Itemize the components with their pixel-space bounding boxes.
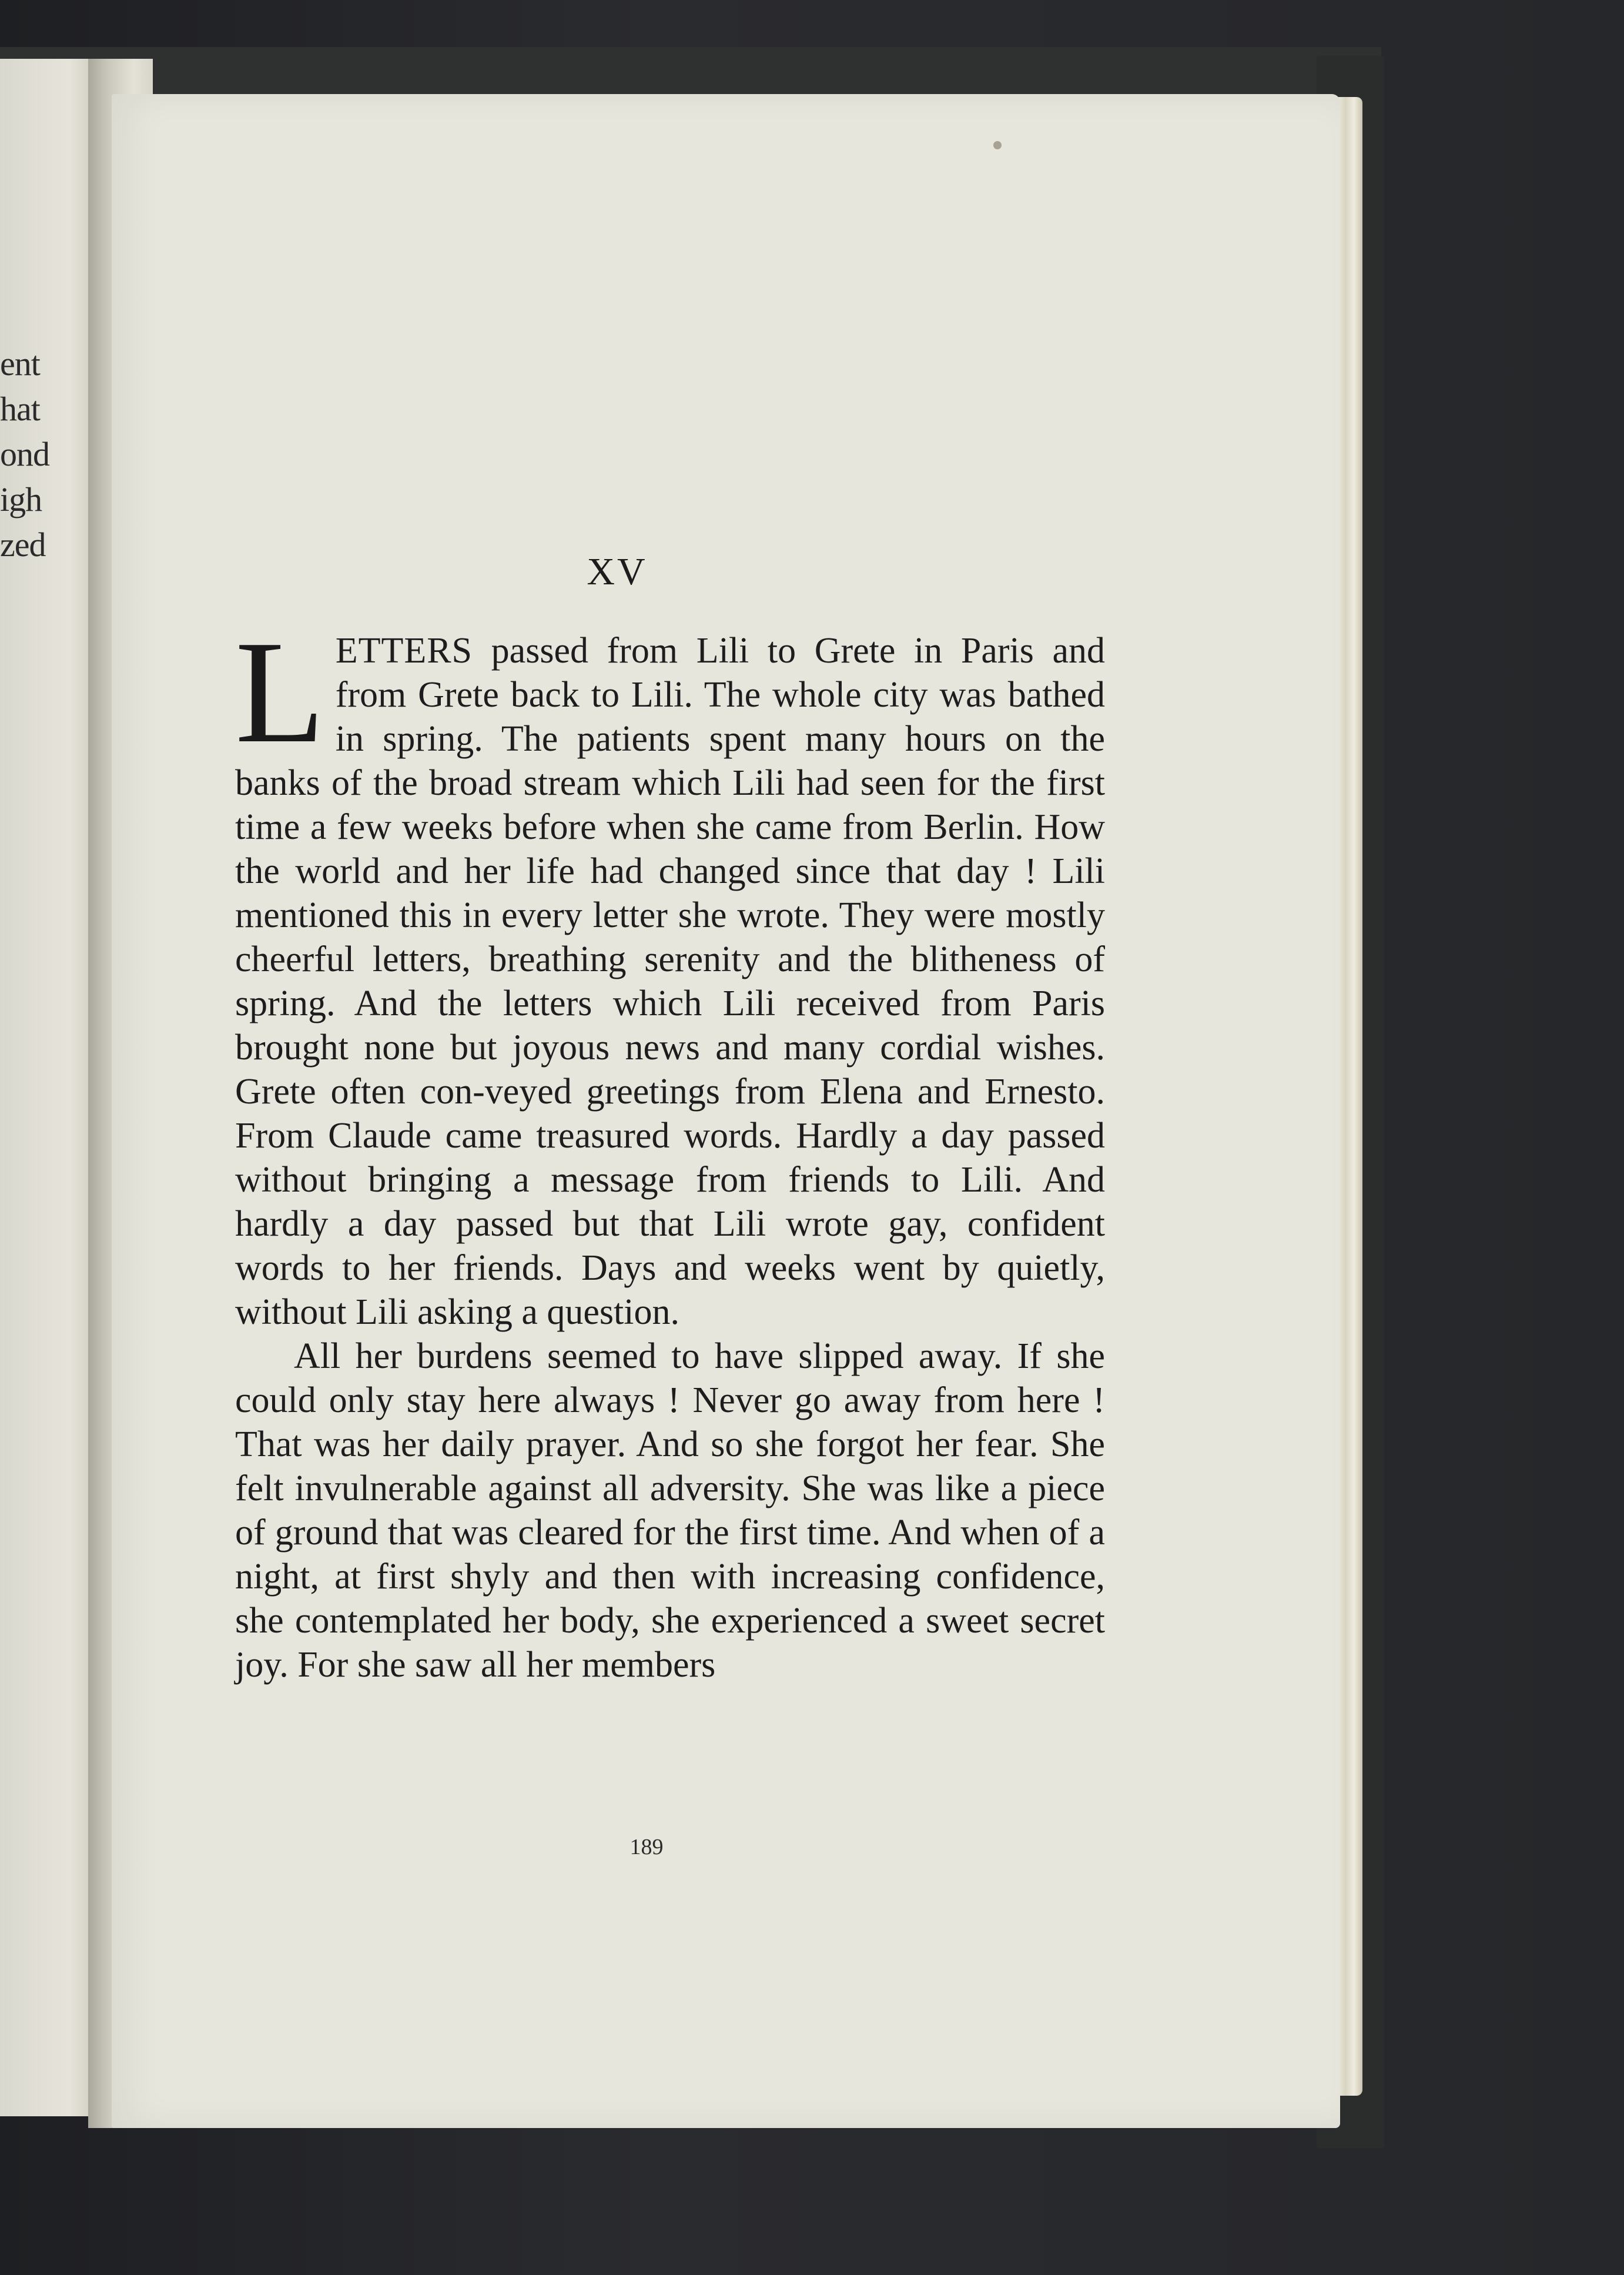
left-page-fragment: igh — [0, 480, 42, 518]
left-page-fragment: hat — [0, 390, 40, 428]
left-page-text-fragments — [0, 341, 49, 567]
left-page-fragment: zed — [0, 526, 46, 564]
paragraph-1-text: passed from Lili to Grete in Paris and from Grete back to Lili. The whole city was bathed in spring. The patients spent many hours on the banks of the broad stream which Lili had seen for the first time a few weeks before when she came from Berlin. How the world and her life had changed since that day ! Lili mentioned this in every letter she wrote. They were mostly cheerful letters, breathing serenity and the blitheness of spring. And the letters which Lili received from Paris brought none but joyous news and many cordial wishes. Grete often con-veyed greetings from Elena and Ernesto. From Claude came treasured words. Hardly a day passed without bringing a message from friends to Lili. And hardly a day passed but that Lili wrote gay, confident words to her friends. Days and weeks went by quietly, without Lili asking a question. — [235, 631, 1106, 1332]
left-page-fragment: ond — [0, 435, 49, 473]
page-number: 189 — [629, 1835, 664, 1859]
first-word-rest: ETTERS — [335, 631, 473, 671]
body-text — [235, 611, 1106, 1687]
drop-cap: L — [235, 611, 325, 774]
paper-speck — [993, 141, 1002, 149]
left-page-fragment: ent — [0, 344, 40, 383]
chapter-heading: XV — [587, 550, 648, 593]
paragraph-2: All her burdens seemed to have slipped away. If she could only stay here always ! Never go away from here ! That was her daily prayer. And so she forgot her fear. She felt invulnerable against all adversity. She was like a piece of ground that was cleared for the first time. And when of a night, at first shyly and then with increasing confidence, she contemplated her body, she experienced a sweet secret joy. For she saw all her members — [235, 1336, 1105, 1685]
paragraph-1 — [235, 611, 1106, 1334]
